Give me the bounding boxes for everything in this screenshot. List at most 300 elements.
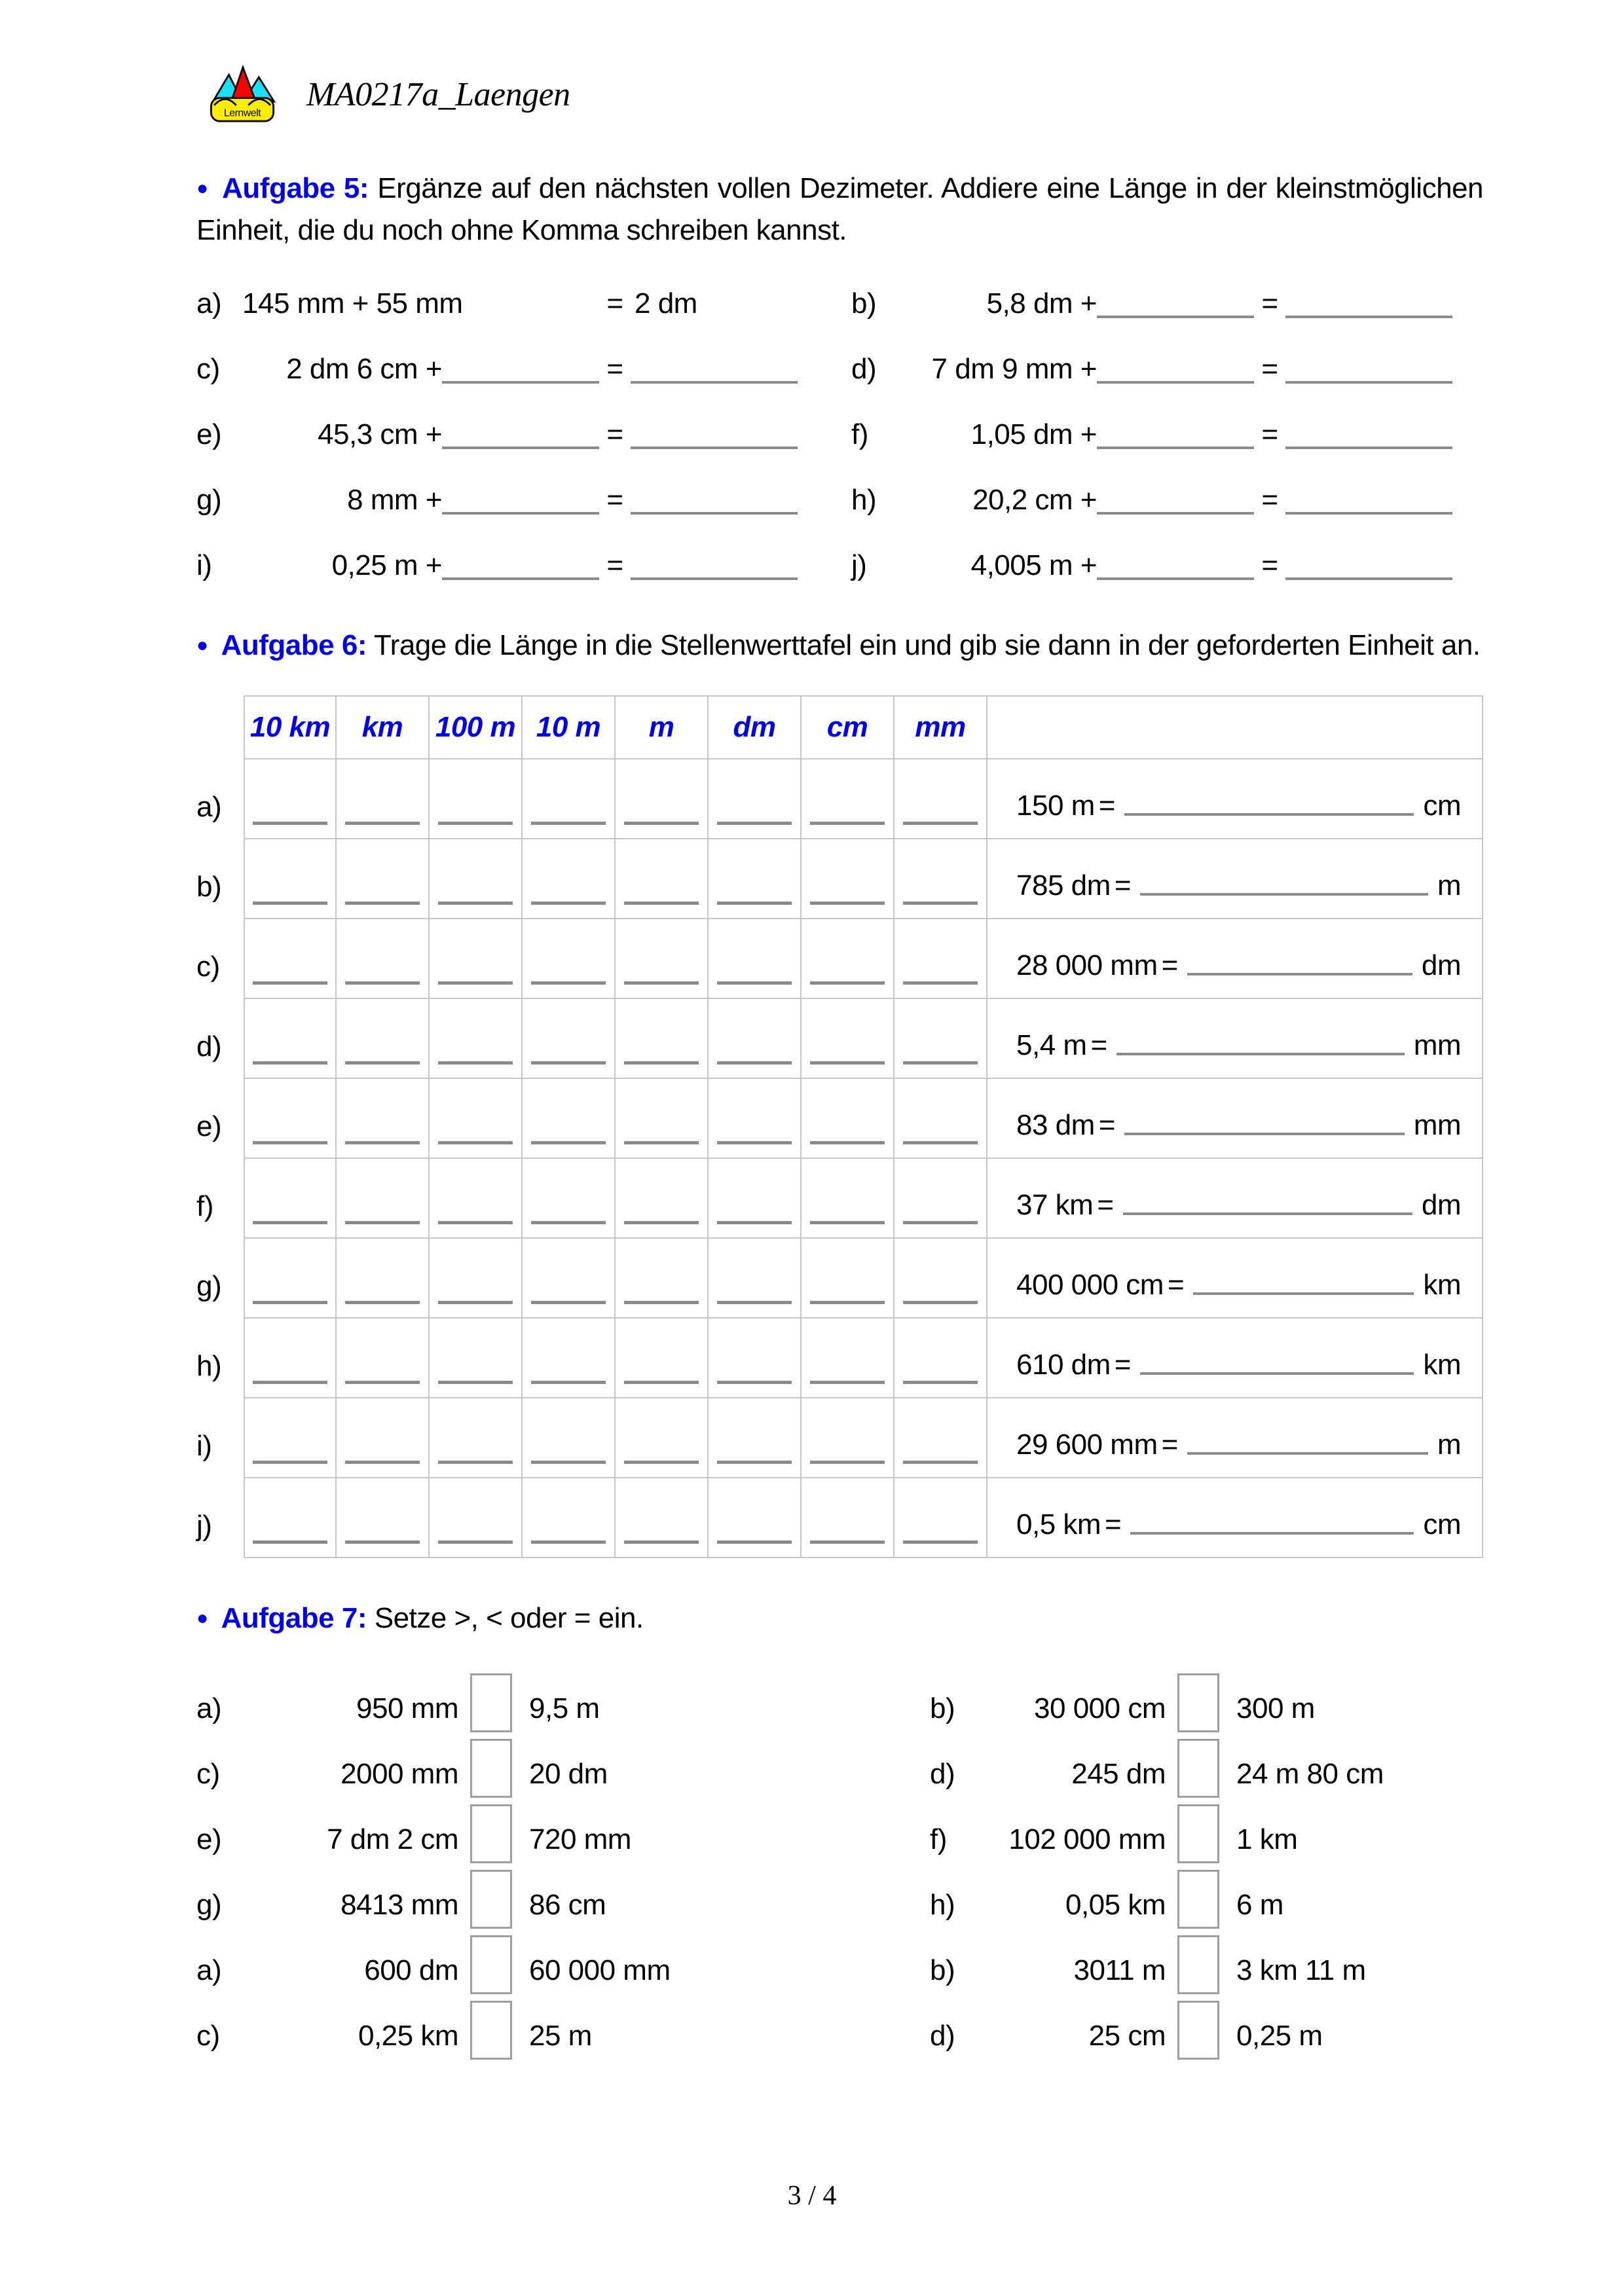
right-value: 25 m bbox=[529, 2020, 592, 2052]
stellenwert-cell[interactable] bbox=[523, 919, 616, 999]
stellenwert-cell[interactable] bbox=[802, 919, 895, 999]
fill-line bbox=[345, 1221, 420, 1224]
fill-line bbox=[531, 1141, 606, 1144]
equals-sign: = bbox=[1161, 949, 1178, 981]
fill-line bbox=[438, 902, 513, 905]
stellenwert-cell[interactable] bbox=[430, 1398, 523, 1478]
task7-instruction: Setze >, < oder = ein. bbox=[374, 1602, 644, 1634]
stellenwert-cell[interactable] bbox=[616, 1478, 709, 1558]
stellenwert-cell[interactable] bbox=[523, 1239, 616, 1319]
fill-line bbox=[903, 1221, 978, 1224]
item-letter: e) bbox=[196, 1823, 222, 1855]
item-letter: i) bbox=[196, 549, 212, 581]
stellenwert-cell[interactable] bbox=[337, 839, 430, 919]
fill-line bbox=[531, 1381, 606, 1384]
conversion-value: 29 600 mm bbox=[1016, 1429, 1158, 1461]
comparison-box[interactable] bbox=[1177, 1673, 1219, 1732]
column-header-100m: 100 m bbox=[430, 695, 523, 759]
stellenwert-cell[interactable] bbox=[430, 1159, 523, 1239]
answer-blank-line[interactable] bbox=[631, 446, 798, 449]
left-value: 0,25 km bbox=[358, 2020, 458, 2052]
right-value: 9,5 m bbox=[529, 1692, 600, 1724]
equals-sign: = bbox=[1261, 484, 1278, 516]
task5-left-column bbox=[196, 289, 799, 617]
task7-row bbox=[196, 1673, 930, 1739]
conversion-cell bbox=[987, 1159, 1483, 1239]
stellenwert-cell[interactable] bbox=[337, 1159, 430, 1239]
fill-line bbox=[253, 822, 327, 825]
stellenwert-cell[interactable] bbox=[709, 1239, 802, 1319]
bullet-icon: ● bbox=[196, 1607, 208, 1629]
task6-instruction: Trage die Länge in die Stellenwerttafel ein und gib sie dann in der geforderten Einheit an. bbox=[373, 629, 1481, 661]
task7-heading bbox=[196, 1597, 1483, 1639]
item-result: 2 dm bbox=[635, 287, 697, 319]
stellenwert-cell[interactable] bbox=[430, 759, 523, 839]
stellenwert-cell[interactable] bbox=[337, 1398, 430, 1478]
fill-line bbox=[810, 902, 885, 905]
stellenwert-cell[interactable] bbox=[802, 839, 895, 919]
fill-line bbox=[624, 1381, 699, 1384]
bullet-icon: ● bbox=[196, 634, 208, 656]
equals-sign: = bbox=[1261, 287, 1278, 319]
comparison-box[interactable] bbox=[470, 1870, 512, 1929]
answer-blank-line[interactable] bbox=[631, 512, 798, 515]
left-value: 245 dm bbox=[1071, 1758, 1166, 1790]
stellenwert-cell[interactable] bbox=[337, 1079, 430, 1159]
right-value: 60 000 mm bbox=[529, 1954, 671, 1986]
item-letter: d) bbox=[851, 353, 877, 385]
answer-blank-line[interactable] bbox=[1097, 512, 1254, 515]
answer-blank-line[interactable] bbox=[1097, 446, 1254, 449]
fill-line bbox=[717, 981, 792, 985]
task5-row-f bbox=[851, 420, 1454, 486]
document-title: MA0217a_Laengen bbox=[306, 75, 570, 113]
comparison-box[interactable] bbox=[1177, 1870, 1219, 1929]
stellenwert-cell[interactable] bbox=[616, 839, 709, 919]
stellenwert-cell[interactable] bbox=[802, 1398, 895, 1478]
right-value: 20 dm bbox=[529, 1758, 608, 1790]
stellenwert-cell[interactable] bbox=[616, 1079, 709, 1159]
stellenwert-cell[interactable] bbox=[430, 1319, 523, 1398]
answer-blank-line[interactable] bbox=[1097, 316, 1254, 318]
answer-blank-line[interactable] bbox=[1187, 1452, 1428, 1455]
stellenwert-cell[interactable] bbox=[337, 919, 430, 999]
stellenwert-cell[interactable] bbox=[709, 1159, 802, 1239]
right-value: 6 m bbox=[1236, 1889, 1283, 1921]
table-row-letter: e) bbox=[196, 1110, 222, 1142]
target-unit: mm bbox=[1413, 1109, 1461, 1141]
conversion-value: 83 dm bbox=[1016, 1109, 1095, 1141]
comparison-box[interactable] bbox=[470, 2001, 512, 2060]
stellenwert-cell[interactable] bbox=[430, 919, 523, 999]
answer-blank-line[interactable] bbox=[1285, 512, 1452, 515]
answer-blank-line[interactable] bbox=[631, 577, 798, 580]
left-value: 3011 m bbox=[1073, 1954, 1166, 1986]
page-number: 3 / 4 bbox=[787, 2181, 837, 2211]
fill-line bbox=[253, 1540, 327, 1544]
page-header bbox=[206, 0, 1483, 126]
fill-line bbox=[903, 1141, 978, 1144]
conversion-value: 610 dm bbox=[1016, 1349, 1111, 1381]
conversion-cell bbox=[987, 1079, 1483, 1159]
fill-line bbox=[345, 1141, 420, 1144]
stellenwert-cell[interactable] bbox=[709, 1319, 802, 1398]
stellenwert-cell[interactable] bbox=[709, 759, 802, 839]
stellenwert-cell[interactable] bbox=[430, 1478, 523, 1558]
stellenwert-cell[interactable] bbox=[616, 1398, 709, 1478]
answer-blank-line[interactable] bbox=[442, 381, 599, 384]
task5-row-b bbox=[851, 289, 1454, 355]
answer-blank-line[interactable] bbox=[1285, 381, 1452, 384]
answer-blank-line[interactable] bbox=[442, 446, 599, 449]
fill-line bbox=[717, 902, 792, 905]
answer-blank-line[interactable] bbox=[1285, 577, 1452, 580]
task5-row-h bbox=[851, 486, 1454, 551]
answer-blank-line[interactable] bbox=[1285, 446, 1452, 449]
stellenwert-cell[interactable] bbox=[337, 1239, 430, 1319]
stellenwert-cell[interactable] bbox=[802, 999, 895, 1079]
stellenwert-cell[interactable] bbox=[709, 1398, 802, 1478]
stellenwert-cell[interactable] bbox=[895, 1239, 987, 1319]
fill-line bbox=[531, 981, 606, 985]
stellenwert-cell[interactable] bbox=[337, 999, 430, 1079]
fill-line bbox=[903, 822, 978, 825]
item-letter: b) bbox=[851, 287, 877, 319]
answer-blank-line[interactable] bbox=[1140, 893, 1428, 896]
answer-blank-line[interactable] bbox=[1124, 813, 1414, 816]
target-unit: mm bbox=[1413, 1029, 1461, 1061]
equals-sign: = bbox=[1098, 790, 1115, 822]
item-letter: f) bbox=[851, 418, 868, 450]
item-letter: h) bbox=[930, 1889, 955, 1921]
stellenwert-cell[interactable] bbox=[430, 999, 523, 1079]
column-header-km: km bbox=[337, 695, 430, 759]
stellenwert-cell[interactable] bbox=[802, 759, 895, 839]
fill-line bbox=[438, 1301, 513, 1304]
table-row-letter: d) bbox=[196, 1030, 222, 1063]
fill-line bbox=[438, 822, 513, 825]
conversion-cell bbox=[987, 1239, 1483, 1319]
fill-line bbox=[624, 1061, 699, 1065]
item-letter: c) bbox=[196, 353, 220, 385]
stellenwert-cell[interactable] bbox=[616, 1239, 709, 1319]
stellenwert-cell[interactable] bbox=[802, 1159, 895, 1239]
column-header-mm: mm bbox=[895, 695, 987, 759]
left-value: 30 000 cm bbox=[1034, 1692, 1166, 1724]
fill-line bbox=[624, 1141, 699, 1144]
conversion-value: 28 000 mm bbox=[1016, 949, 1158, 981]
item-expression: 20,2 cm + bbox=[972, 484, 1097, 516]
answer-blank-line[interactable] bbox=[1140, 1372, 1414, 1375]
stellenwert-cell[interactable] bbox=[895, 999, 987, 1079]
item-letter: e) bbox=[196, 418, 222, 450]
comparison-box[interactable] bbox=[1177, 2001, 1219, 2060]
stellenwert-cell[interactable] bbox=[244, 839, 337, 919]
item-expression: 1,05 dm + bbox=[970, 418, 1097, 450]
target-unit: cm bbox=[1423, 790, 1461, 822]
stellenwert-cell[interactable] bbox=[802, 1239, 895, 1319]
stellenwert-cell[interactable] bbox=[616, 1319, 709, 1398]
equals-sign: = bbox=[1098, 1109, 1115, 1141]
stellenwert-cell[interactable] bbox=[523, 1319, 616, 1398]
stellenwert-cell[interactable] bbox=[523, 1398, 616, 1478]
answer-blank-line[interactable] bbox=[1124, 1133, 1405, 1135]
task7-row bbox=[930, 1804, 1384, 1870]
fill-line bbox=[810, 981, 885, 985]
fill-line bbox=[253, 902, 327, 905]
table-row-letter: h) bbox=[196, 1350, 222, 1382]
equals-sign: = bbox=[606, 484, 623, 516]
equals-sign: = bbox=[1261, 418, 1278, 450]
fill-line bbox=[438, 1221, 513, 1224]
stellenwert-cell[interactable] bbox=[895, 1319, 987, 1398]
task7-row bbox=[196, 1935, 930, 2001]
target-unit: cm bbox=[1423, 1508, 1461, 1540]
stellenwert-cell[interactable] bbox=[523, 999, 616, 1079]
fill-line bbox=[531, 1540, 606, 1544]
fill-line bbox=[624, 902, 699, 905]
answer-blank-line[interactable] bbox=[1130, 1532, 1414, 1535]
fill-line bbox=[438, 1540, 513, 1544]
comparison-box[interactable] bbox=[1177, 1739, 1219, 1798]
task7-right-column bbox=[930, 1673, 1384, 2066]
task5-heading bbox=[196, 168, 1483, 251]
conversion-value: 150 m bbox=[1016, 790, 1095, 822]
comparison-box[interactable] bbox=[1177, 1935, 1219, 1994]
stellenwert-cell[interactable] bbox=[523, 759, 616, 839]
answer-blank-line[interactable] bbox=[1187, 973, 1412, 975]
fill-line bbox=[903, 1381, 978, 1384]
stellenwert-cell[interactable] bbox=[523, 1159, 616, 1239]
task5-row-d bbox=[851, 355, 1454, 420]
stellenwert-cell[interactable] bbox=[337, 1478, 430, 1558]
stellenwert-cell[interactable] bbox=[709, 839, 802, 919]
column-header-10km: 10 km bbox=[244, 695, 337, 759]
equals-sign: = bbox=[1114, 1349, 1131, 1381]
answer-blank-line[interactable] bbox=[1193, 1292, 1414, 1295]
stellenwert-cell[interactable] bbox=[244, 1159, 337, 1239]
comparison-box[interactable] bbox=[470, 1673, 512, 1732]
fill-line bbox=[717, 822, 792, 825]
item-letter: a) bbox=[196, 1692, 222, 1724]
item-expression: 2 dm 6 cm + bbox=[286, 353, 442, 385]
stellenwert-cell[interactable] bbox=[523, 1079, 616, 1159]
fill-line bbox=[903, 1061, 978, 1065]
svg-text:Lernwelt: Lernwelt bbox=[223, 107, 261, 119]
equals-sign: = bbox=[1105, 1508, 1122, 1540]
stellenwert-cell[interactable] bbox=[709, 919, 802, 999]
task7-row bbox=[196, 1870, 930, 1935]
fill-line bbox=[717, 1141, 792, 1144]
equals-sign: = bbox=[1161, 1429, 1178, 1461]
fill-line bbox=[717, 1540, 792, 1544]
fill-line bbox=[903, 981, 978, 985]
fill-line bbox=[717, 1461, 792, 1464]
stellenwert-cell[interactable] bbox=[616, 999, 709, 1079]
right-value: 3 km 11 m bbox=[1236, 1954, 1366, 1986]
item-letter: c) bbox=[196, 2020, 220, 2052]
fill-line bbox=[810, 822, 885, 825]
comparison-box[interactable] bbox=[470, 1804, 512, 1863]
fill-line bbox=[253, 981, 327, 985]
equals-sign: = bbox=[606, 549, 623, 581]
answer-blank-line[interactable] bbox=[1285, 316, 1452, 318]
task7-items bbox=[196, 1673, 1483, 2066]
stellenwert-cell[interactable] bbox=[802, 1319, 895, 1398]
table-row-letter: i) bbox=[196, 1430, 212, 1462]
answer-blank-line[interactable] bbox=[1123, 1212, 1412, 1215]
task5-row-c bbox=[196, 355, 799, 420]
item-letter: g) bbox=[196, 484, 222, 516]
fill-line bbox=[903, 1540, 978, 1544]
stellenwert-cell[interactable] bbox=[895, 1159, 987, 1239]
task7-left-column bbox=[196, 1673, 930, 2066]
stellenwert-cell[interactable] bbox=[895, 919, 987, 999]
item-letter: j) bbox=[851, 549, 867, 581]
comparison-box[interactable] bbox=[470, 1739, 512, 1798]
task6-label: Aufgabe 6: bbox=[221, 629, 367, 661]
item-expression: 8 mm + bbox=[347, 484, 442, 516]
fill-line bbox=[438, 1061, 513, 1065]
conversion-value: 37 km bbox=[1016, 1189, 1094, 1221]
item-letter: f) bbox=[930, 1823, 947, 1855]
stellenwert-cell[interactable] bbox=[802, 1478, 895, 1558]
item-expression: 4,005 m + bbox=[970, 549, 1097, 581]
stellenwert-cell[interactable] bbox=[244, 999, 337, 1079]
stellenwert-cell[interactable] bbox=[709, 1478, 802, 1558]
fill-line bbox=[345, 1381, 420, 1384]
fill-line bbox=[531, 1061, 606, 1065]
task6-heading bbox=[196, 625, 1483, 666]
item-letter: d) bbox=[930, 2020, 955, 2052]
left-value: 950 mm bbox=[356, 1692, 458, 1724]
item-letter: d) bbox=[930, 1758, 955, 1790]
stellenwert-cell[interactable] bbox=[895, 1478, 987, 1558]
fill-line bbox=[810, 1381, 885, 1384]
item-letter: g) bbox=[196, 1889, 222, 1921]
item-expression: 45,3 cm + bbox=[318, 418, 442, 450]
stellenwert-cell[interactable] bbox=[895, 1398, 987, 1478]
stellenwert-cell[interactable] bbox=[244, 1239, 337, 1319]
target-unit: km bbox=[1423, 1349, 1461, 1381]
answer-blank-line[interactable] bbox=[1116, 1053, 1405, 1055]
answer-blank-line[interactable] bbox=[442, 512, 599, 515]
equals-sign: = bbox=[606, 418, 623, 450]
stellenwert-cell[interactable] bbox=[244, 1478, 337, 1558]
fill-line bbox=[438, 1381, 513, 1384]
fill-line bbox=[531, 822, 606, 825]
comparison-box[interactable] bbox=[470, 1935, 512, 1994]
left-value: 2000 mm bbox=[341, 1758, 458, 1790]
stellenwert-cell[interactable] bbox=[709, 999, 802, 1079]
table-corner-spacer bbox=[196, 695, 244, 759]
comparison-box[interactable] bbox=[1177, 1804, 1219, 1863]
stellenwert-cell[interactable] bbox=[244, 919, 337, 999]
table-row-letter: a) bbox=[196, 791, 222, 823]
stellenwert-cell[interactable] bbox=[430, 839, 523, 919]
right-value: 24 m 80 cm bbox=[1236, 1758, 1384, 1790]
item-expression: 7 dm 9 mm + bbox=[931, 353, 1097, 385]
column-header-cm: cm bbox=[802, 695, 895, 759]
fill-line bbox=[438, 1141, 513, 1144]
stellenwert-cell[interactable] bbox=[337, 759, 430, 839]
item-letter: c) bbox=[196, 1758, 220, 1790]
item-letter: a) bbox=[196, 287, 222, 319]
answer-blank-line[interactable] bbox=[1097, 381, 1254, 384]
stellenwert-cell[interactable] bbox=[616, 919, 709, 999]
stellenwert-cell[interactable] bbox=[244, 1319, 337, 1398]
fill-line bbox=[810, 1221, 885, 1224]
target-unit: km bbox=[1423, 1269, 1461, 1301]
item-letter: a) bbox=[196, 1954, 222, 1986]
column-header-dm: dm bbox=[709, 695, 802, 759]
stellenwert-cell[interactable] bbox=[430, 1239, 523, 1319]
conversion-cell bbox=[987, 839, 1483, 919]
equals-sign: = bbox=[1261, 549, 1278, 581]
fill-line bbox=[345, 1301, 420, 1304]
right-value: 300 m bbox=[1236, 1692, 1315, 1724]
equals-sign: = bbox=[1090, 1029, 1107, 1061]
task7-row bbox=[930, 1739, 1384, 1804]
table-row-letter: c) bbox=[196, 951, 220, 983]
stellenwert-cell[interactable] bbox=[802, 1079, 895, 1159]
left-value: 25 cm bbox=[1088, 2020, 1166, 2052]
stellenwert-cell[interactable] bbox=[616, 759, 709, 839]
left-value: 102 000 mm bbox=[1008, 1823, 1166, 1855]
right-value: 86 cm bbox=[529, 1889, 606, 1921]
fill-line bbox=[810, 1301, 885, 1304]
stellenwert-cell[interactable] bbox=[523, 839, 616, 919]
task7-row bbox=[930, 1673, 1384, 1739]
answer-blank-line[interactable] bbox=[442, 577, 599, 580]
task5-right-column bbox=[851, 289, 1454, 617]
lernwelt-logo-icon bbox=[206, 63, 279, 126]
fill-line bbox=[531, 902, 606, 905]
item-expression: 0,25 m + bbox=[331, 549, 442, 581]
fill-line bbox=[345, 981, 420, 985]
stellenwert-cell[interactable] bbox=[430, 1079, 523, 1159]
stellenwert-cell[interactable] bbox=[895, 1079, 987, 1159]
fill-line bbox=[345, 822, 420, 825]
stellenwert-cell[interactable] bbox=[244, 1079, 337, 1159]
task7-row bbox=[930, 2001, 1384, 2066]
fill-line bbox=[531, 1301, 606, 1304]
stellenwert-cell[interactable] bbox=[709, 1079, 802, 1159]
fill-line bbox=[531, 1461, 606, 1464]
stellenwert-cell[interactable] bbox=[337, 1319, 430, 1398]
equals-sign: = bbox=[1261, 353, 1278, 385]
fill-line bbox=[624, 981, 699, 985]
fill-line bbox=[717, 1301, 792, 1304]
answer-blank-line[interactable] bbox=[631, 381, 798, 384]
stellenwert-cell[interactable] bbox=[895, 759, 987, 839]
left-value: 8413 mm bbox=[341, 1889, 458, 1921]
place-value-table bbox=[196, 695, 1483, 1558]
stellenwert-cell[interactable] bbox=[895, 839, 987, 919]
stellenwert-cell[interactable] bbox=[616, 1159, 709, 1239]
answer-blank-line[interactable] bbox=[1097, 577, 1254, 580]
item-letter: h) bbox=[851, 484, 877, 516]
item-expression: 145 mm + 55 mm bbox=[242, 287, 463, 319]
stellenwert-cell[interactable] bbox=[244, 759, 337, 839]
task7-label: Aufgabe 7: bbox=[221, 1602, 367, 1634]
left-value: 7 dm 2 cm bbox=[327, 1823, 458, 1855]
left-value: 0,05 km bbox=[1065, 1889, 1166, 1921]
stellenwert-cell[interactable] bbox=[523, 1478, 616, 1558]
right-value: 0,25 m bbox=[1236, 2020, 1323, 2052]
task5-items bbox=[196, 289, 1483, 617]
stellenwert-cell[interactable] bbox=[244, 1398, 337, 1478]
